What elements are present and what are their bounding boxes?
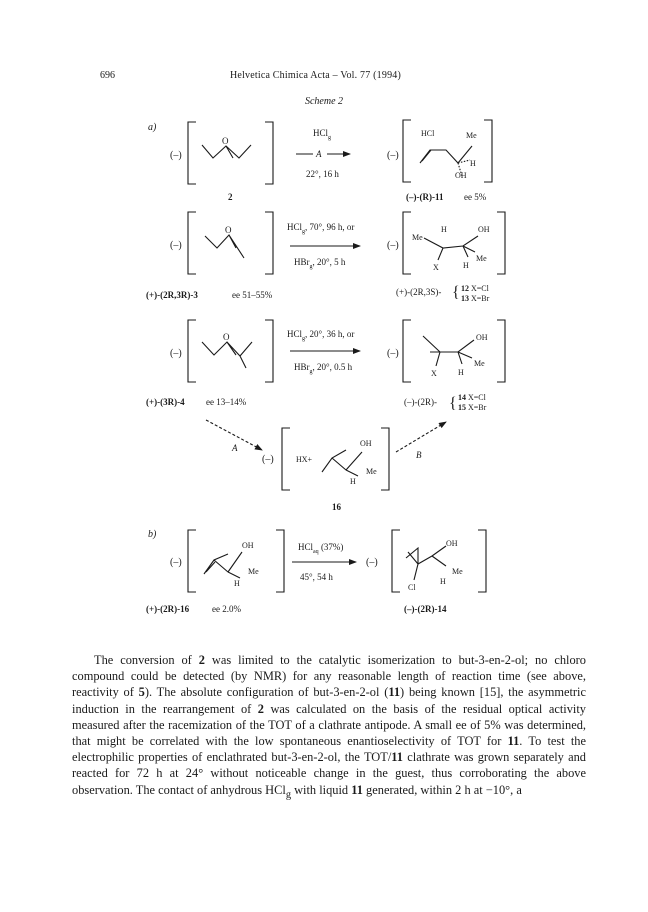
svg-text:H: H [441,225,447,234]
row1-me: Me [466,131,477,140]
row2-compound-label: (+)-(2R,3R)-3 [146,290,198,300]
row3-reagents [287,329,360,375]
svg-text:{: { [449,395,457,412]
row2-product [387,212,505,303]
row3-right-brackets [403,320,505,382]
svg-text:H: H [350,477,356,486]
svg-text:HClg, 20°, 36 h, or: HCl$_g$, 20°, 36 h, or [287,329,355,342]
row2-right-brackets [403,212,505,274]
row2-prefix-left: (–) [170,240,182,251]
svg-text:HClaq (37%): HCl$_{aq}$ (37%) [298,542,344,555]
svg-text:Me: Me [412,233,423,242]
svg-text:OH: OH [478,225,490,234]
running-head: Helvetica Chimica Acta – Vol. 77 (1994) [230,70,402,81]
part-a-label: a) [148,122,157,133]
row2-epoxide-structure [205,235,244,258]
row1-prefix-left: (–) [170,150,182,161]
svg-text:OH: OH [446,539,458,548]
row2-compound-ee: ee 51–55% [232,290,273,300]
svg-text:H: H [463,261,469,270]
row1-product-ee: ee 5% [464,192,487,202]
svg-text:HBrg, 20°, 5 h: HBr$_g$, 20°, 5 h [294,257,346,270]
svg-text:13 X=Br: 13 X=Br [461,294,490,303]
row2-product-structure [424,236,478,260]
row4-compound-label: 16 [332,502,341,512]
part-b-left-structure [204,552,242,578]
part-b-reactant [146,530,284,614]
row1-reagent-top: HCl [313,128,329,138]
row1-product [387,120,492,202]
svg-text:(+)-(2R,3S)-: (+)-(2R,3S)- [396,287,442,297]
row2-left-brackets [188,212,273,274]
svg-text:X: X [431,369,437,378]
svg-text:(+)-(2R)-16: (+)-(2R)-16 [146,604,190,614]
svg-text:Me: Me [474,359,485,368]
svg-text:H: H [234,579,240,588]
row3-epoxide-structure [202,342,252,368]
row1-epoxide-structure [202,145,251,158]
row3-left-brackets [188,320,273,382]
part-b-label: b) [148,529,157,540]
svg-text:Me: Me [476,254,487,263]
row1-h: H [470,159,476,168]
row2-reagents [287,222,360,270]
svg-text:{: { [452,284,460,301]
svg-text:Me: Me [452,567,463,576]
svg-text:Cl: Cl [408,583,416,592]
svg-text:(+)-(2R,3R)-3 [146,290,198,300]
part-b-product [366,530,486,614]
row1-oh: OH [455,171,467,180]
svg-text:12 X=Cl: 12 X=Cl [461,284,489,293]
svg-text:H: H [440,577,446,586]
svg-text:(–)-(R)-11 [406,192,444,202]
svg-text:HClg: HCl$_g$ [313,128,332,141]
path-b-label: B [416,450,422,460]
svg-text:(+)-(3R)-4: (+)-(3R)-4 [146,397,185,407]
row1-reagent-bottom: 22°, 16 h [306,169,339,179]
row2-reactant [146,212,273,300]
svg-text:(–): (–) [366,557,378,568]
svg-text:O: O [223,332,230,342]
part-b-right-label: (–)-(2R)-14 [404,604,447,614]
row3-product [387,320,505,412]
svg-text:15 X=Br: 15 X=Br [458,403,487,412]
svg-text:OH: OH [476,333,488,342]
row4-intermediate [206,420,446,512]
svg-text:(–)-(2R)-: (–)-(2R)- [404,397,437,407]
page-number: 696 [100,70,115,81]
svg-text:(–): (–) [262,454,274,465]
row1-guest: HCl [421,129,435,138]
row1-reagent-mid: A [316,149,322,159]
body-paragraph: The conversion of 2 was limited to the catalytic isomerization to but-3-en-2-ol; no chloro compound could be detected (by NMR) for any reasonable length of reaction time (see above, reactivity of 5). The absolute configuration of but-3-en-2-ol (11) being known [15], the asymmetric induction in the rearrangement of 2 was calculated on the basis of the residual optical activity measured after the racemization of the TOT of a clathrate antipode. A small ee of 5% was determined, that might be correlated with the low spontaneous enantioselectivity of TOT for 11. To test the electrophilic properties of enclathrated but-3-en-2-ol, the TOT/11 clathrate was grown separately and reacted for 72 h at 24° without noticeable change in the guest, thus corroborating the above observation. The contact of anhydrous HCl$_g$ with liquid 11 generated, within 2 h at −10°, a [72,653,586,801]
path-b-arrow [396,422,446,452]
part-b-reagents [292,542,356,582]
row1-reagents [296,128,350,179]
svg-text:ee 13–14%: ee 13–14% [206,397,247,407]
svg-text:H: H [458,368,464,377]
svg-text:(–): (–) [387,348,399,359]
svg-text:(–): (–) [170,348,182,359]
svg-text:(–): (–) [170,557,182,568]
svg-text:OH: OH [360,439,372,448]
svg-text:45°, 54 h: 45°, 54 h [300,572,333,582]
svg-text:HClg, 70°, 96 h, or: HCl$_g$, 70°, 96 h, or [287,222,355,235]
svg-text:OH: OH [242,541,254,550]
row1-compound-label: 2 [228,192,233,202]
svg-text:Me: Me [248,567,259,576]
svg-text:ee 2.0%: ee 2.0% [212,604,241,614]
row1-product-label: (–)-(R)-11 [406,192,444,202]
svg-text:O: O [222,136,229,146]
svg-text:Me: Me [366,467,377,476]
row3-product-structure [423,336,474,366]
svg-text:X: X [433,263,439,272]
row2-prefix-right: (–) [387,240,399,251]
svg-text:14 X=Cl: 14 X=Cl [458,393,486,402]
row1-product-structure [420,146,472,163]
part-b-right-structure [406,546,446,580]
scheme-title: Scheme 2 [304,96,344,107]
row1-prefix-right: (–) [387,150,399,161]
svg-text:HBrg, 20°, 0.5 h: HBr$_g$, 20°, 0.5 h [294,362,353,375]
path-a-label: A [232,443,238,453]
svg-text:HX+: HX+ [296,455,313,464]
row4-structure [322,450,362,476]
svg-text:O: O [225,225,232,235]
row1-reactant [170,122,273,202]
row3-reactant [146,320,273,407]
